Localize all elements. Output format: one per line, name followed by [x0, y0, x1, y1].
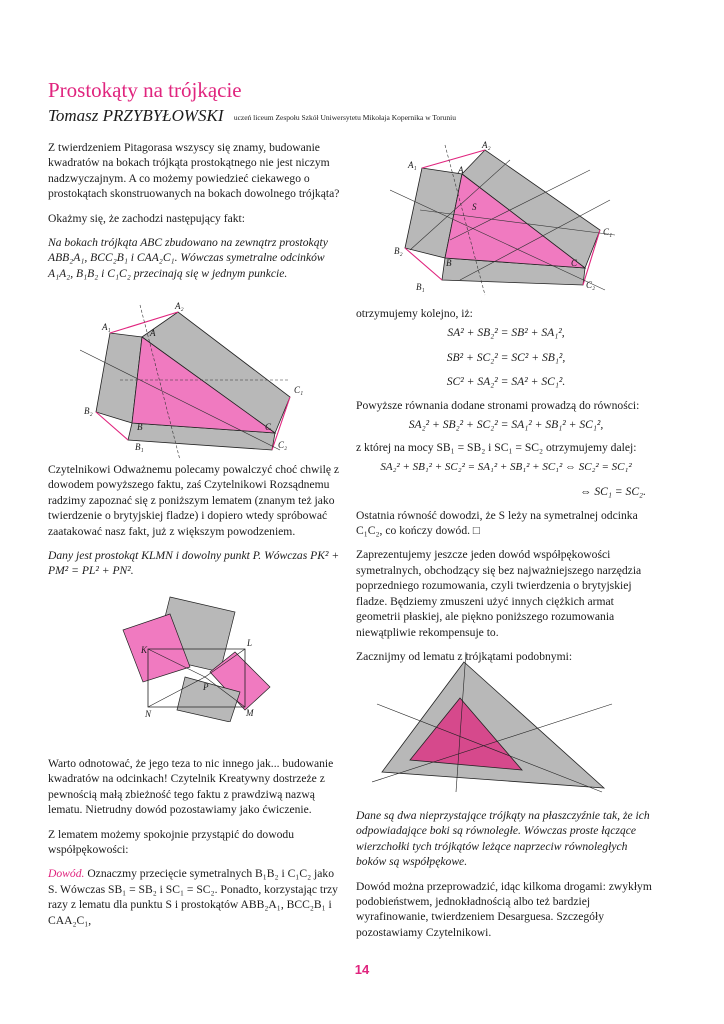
label-C2: C₂: [278, 440, 288, 450]
substitution-intro: z której na mocy SB₁ = SB₂ i SC₁ = SC₂ otrzymujemy dalej:: [356, 441, 637, 455]
label-L: L: [247, 638, 253, 648]
equation-6: ⇔ SC₁ = SC₂.: [579, 485, 646, 499]
author-name: Tomasz PRZYBYŁOWSKI: [48, 106, 224, 125]
fact-statement: Na bokach trójkąta ABC zbudowano na zewnątrz prostokąty ABB₂A₁, BCC₂B₁ i CAA₂C₁. Wówczas symetralne odcinków A₁A₂, B₁B₂ i C₁C₂ przecinają się w jednym punkcie.: [48, 236, 328, 280]
equation-2: SB² + SC₂² = SC² + SB₁²,: [446, 350, 566, 364]
label-B2: B₂: [84, 406, 93, 416]
label-C1: C₁: [294, 385, 304, 395]
figure-british-flag: [115, 592, 280, 722]
label-A: A: [150, 328, 156, 338]
label-K: K: [141, 645, 148, 655]
right-column-top: [356, 306, 656, 673]
figure-similar-triangles: [372, 652, 622, 794]
remark-paragraph: Warto odnotować, że jego teza to nic innego jak... budowanie kwadratów na odcinkach! Czytelnik Kreatywny dostrzeże z pewnością małą zbieżność tego faktu z prawdziwą nazwą lematu. Nietrudny dowód pozostawiamy jako ćwiczenie.: [48, 757, 334, 817]
label-right-A: A: [458, 165, 464, 175]
outer-triangle: [382, 662, 604, 788]
label-right-A2: A₂: [482, 140, 491, 150]
label-B: B: [137, 422, 143, 432]
claim-intro: Okażmy się, że zachodzi następujący fakt:: [48, 211, 246, 225]
result-intro: otrzymujemy kolejno, iż:: [356, 307, 473, 320]
intro-paragraph: Z twierdzeniem Pitagorasa wszyscy się znamy, budowanie kwadratów na bokach trójkąta prostokątnego nie jest niczym nadzwyczajnym. A co możemy powiedzieć ciekawego o prostokątach skonstruowanych na bokach dowolnego trójkąta?: [48, 141, 340, 201]
conclusion-paragraph: Ostatnia równość dowodzi, że S leży na symetralnej odcinka C₁C₂, co kończy dowód. □: [356, 508, 638, 538]
label-right-C2: C₂: [586, 280, 596, 290]
lemma2-statement: Dane są dwa nieprzystające trójkąty na płaszczyźnie tak, że ich odpowiadające boki są równoległe. Wówczas proste łączące wierzchołki tych trójkątów leżące naprzeciw równoległych boków są współpękowe.: [356, 809, 650, 869]
sum-intro: Powyższe równania dodane stronami prowadzą do równości:: [356, 398, 640, 412]
label-right-C1: C₁: [603, 227, 613, 237]
left-column-middle: [48, 462, 342, 588]
left-column-bottom: [48, 756, 342, 937]
proof-intro: Z lematem możemy spokojnie przystąpić do dowodu współpękowości:: [48, 827, 294, 857]
label-C: C: [265, 422, 272, 432]
article-title: Prostokąty na trójkącie: [48, 78, 242, 102]
label-right-B1: B₁: [416, 282, 425, 292]
author-line: [48, 106, 456, 126]
label-B1: B₁: [135, 442, 144, 452]
proof-label: Dowód.: [48, 867, 85, 881]
label-right-A1: A₁: [408, 160, 417, 170]
equation-5: SA₂² + SB₁² + SC₂² = SA₁² + SB₁² + SC₁² ⇔ SC₂² = SC₁²: [380, 460, 632, 473]
author-affiliation: uczeń liceum Zespołu Szkół Uniwersytetu Mikołaja Kopernika w Toruniu: [233, 112, 457, 122]
left-column-top: [48, 140, 342, 290]
equation-1: SA² + SB₂² = SB² + SA₁²,: [447, 326, 565, 340]
figure-rectangles-triangle-right: [390, 140, 630, 300]
similar-triangles-intro: Zacznijmy od lematu z trójkątami podobnymi:: [356, 649, 573, 663]
proof-paragraph: [48, 866, 342, 928]
lemma2-proof: Dowód można przeprowadzić, idąc kilkoma drogami: zwykłym podobieństwem, jednokładnością albo też bardziej wyrafinowanie, twierdzeniem Desarguesa. Szczegóły pozostawiamy Czytelnikowi.: [356, 879, 652, 939]
equation-4: SA₂² + SB₂² + SC₂² = SA₁² + SB₁² + SC₁²,: [408, 418, 604, 432]
label-A2: A₂: [175, 301, 184, 311]
label-N: N: [145, 709, 152, 719]
label-A1: A₁: [102, 322, 111, 332]
right-column-bottom: [356, 808, 656, 949]
label-right-B2: B₂: [394, 246, 403, 256]
label-right-C: C: [571, 258, 578, 268]
label-P: P: [203, 682, 209, 692]
lemma-statement: Dany jest prostokąt KLMN i dowolny punkt P. Wówczas PK² + PM² = PL² + PN².: [48, 549, 340, 578]
figure-rectangles-triangle-left: [80, 300, 310, 460]
label-M: M: [246, 708, 254, 718]
label-right-B: B: [446, 258, 452, 268]
proof-text: Oznaczmy przecięcie symetralnych B₁B₂ i C₁C₂ jako S. Wówczas SB₁ = SB₂ i SC₁ = SC₂. Ponadto, korzystając trzy razy z lematu dla punktu S i prostokątów ABB₂A₁, BCC₂B₁ i CAA₂C₁,: [48, 867, 338, 927]
challenge-paragraph: Czytelnikowi Odważnemu polecamy powalczyć choć chwilę z dowodem powyższego faktu, zaś Czytelnikowi Rozsądnemu radzimy zapoznać się z poniższym lematem (znanym też jako twierdzenie o brytyjskiej fladze) i dopiero wtedy spróbować zaatakować nasz fakt, już z większym powodzeniem.: [48, 463, 340, 538]
second-proof-intro: Zaprezentujemy jeszcze jeden dowód współpękowości symetralnych, obchodzący się bez najważniejszego narzędzia poprzedniego rozumowania, czyli twierdzenia o brytyjskiej fladze. Będziemy zmuszeni użyć innych ciężkich armat geometrii płaskiej, ale piękno poniższego rozumowania niewątpliwie rekompensuje to.: [356, 548, 642, 639]
label-right-S: S: [472, 202, 477, 212]
equation-3: SC² + SA₂² = SA² + SC₁².: [446, 375, 566, 389]
page-number: 14: [354, 962, 370, 977]
